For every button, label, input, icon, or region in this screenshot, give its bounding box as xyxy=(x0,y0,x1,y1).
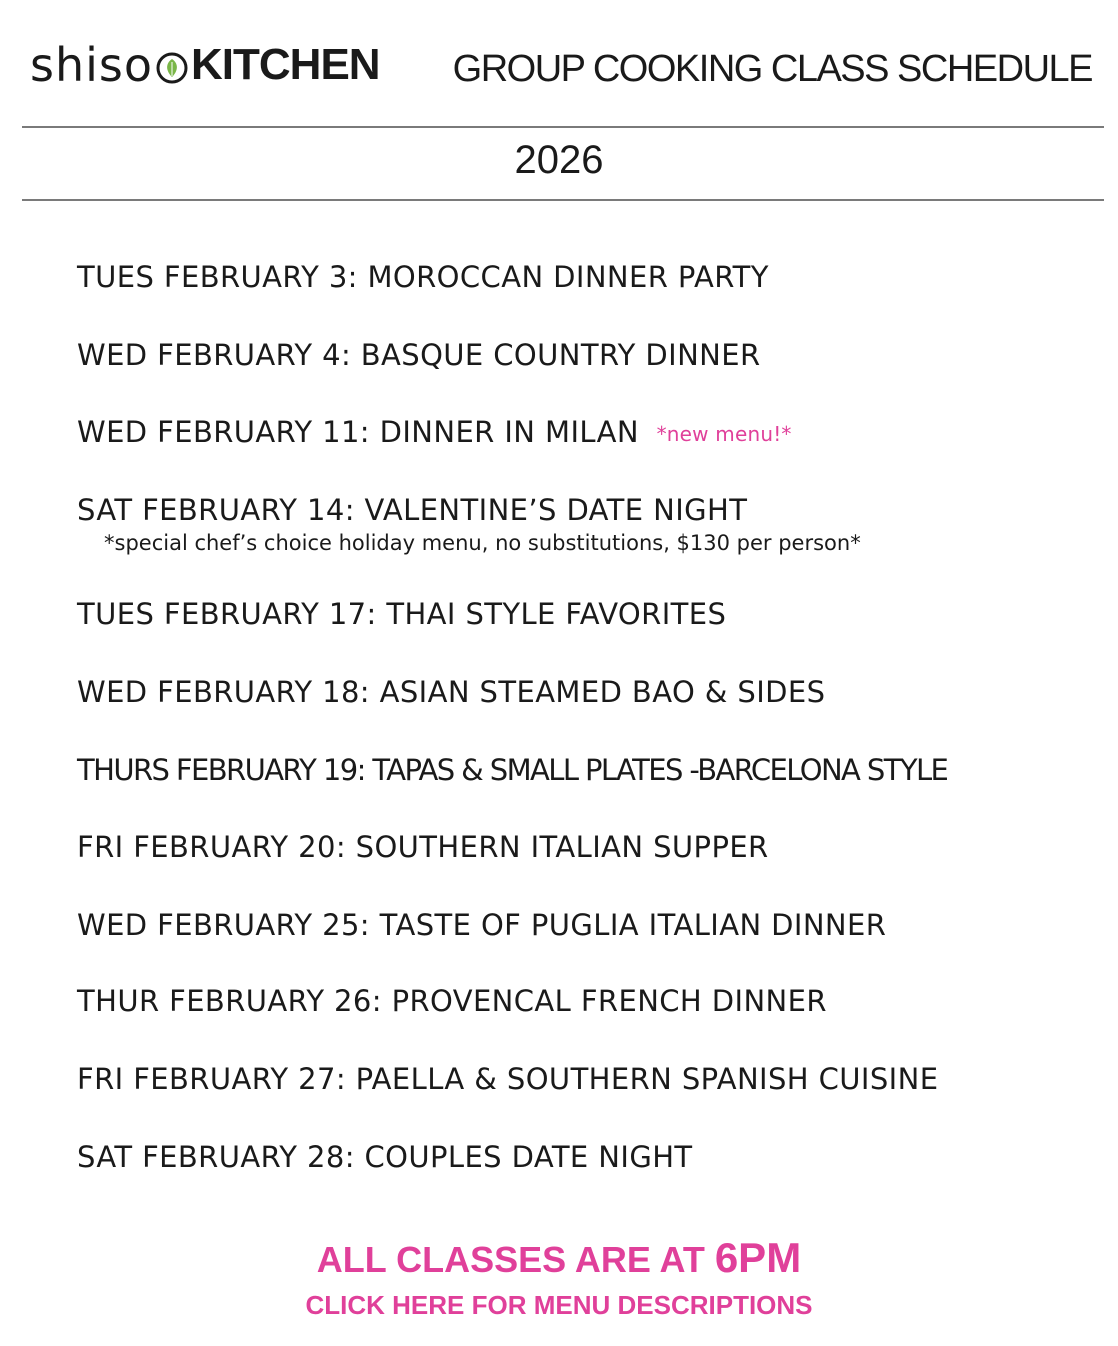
class-date: WED FEBRUARY 4: xyxy=(77,338,352,372)
menu-descriptions-link[interactable]: CLICK HERE FOR MENU DESCRIPTIONS xyxy=(305,1290,813,1320)
class-item xyxy=(77,597,726,631)
class-item xyxy=(77,493,861,555)
class-title: DINNER IN MILAN xyxy=(379,415,639,449)
class-date: SAT FEBRUARY 28: xyxy=(77,1140,355,1174)
class-item xyxy=(77,675,825,709)
class-title: PAELLA & SOUTHERN SPANISH CUISINE xyxy=(355,1062,939,1096)
shiso-kitchen-logo[interactable] xyxy=(30,30,380,100)
class-date: TUES FEBRUARY 3: xyxy=(77,260,358,294)
class-title: COUPLES DATE NIGHT xyxy=(364,1140,693,1174)
page-header xyxy=(0,0,1118,120)
class-item xyxy=(77,260,769,294)
class-date: WED FEBRUARY 25: xyxy=(77,908,370,942)
class-item xyxy=(77,415,792,449)
class-item xyxy=(77,1140,693,1174)
bottom-divider xyxy=(22,199,1104,201)
class-item xyxy=(77,338,761,372)
class-title: ASIAN STEAMED BAO & SIDES xyxy=(379,675,826,709)
class-item xyxy=(77,1062,938,1096)
top-divider xyxy=(22,126,1104,128)
class-date: SAT FEBRUARY 14: xyxy=(77,493,355,527)
class-date: FRI FEBRUARY 20: xyxy=(77,830,347,864)
class-date: TUES FEBRUARY 17: xyxy=(77,597,377,631)
leaf-icon xyxy=(155,51,189,85)
class-item xyxy=(77,753,947,787)
class-time-notice xyxy=(0,1234,1118,1282)
class-date: FRI FEBRUARY 27: xyxy=(77,1062,347,1096)
class-title: TASTE OF PUGLIA ITALIAN DINNER xyxy=(379,908,887,942)
class-title: BASQUE COUNTRY DINNER xyxy=(360,338,761,372)
class-date: WED FEBRUARY 11: xyxy=(77,415,370,449)
class-time-prefix: ALL CLASSES ARE AT xyxy=(316,1239,715,1280)
class-title: THAI STYLE FAVORITES xyxy=(386,597,727,631)
schedule-year: 2026 xyxy=(514,138,604,182)
class-title: PROVENCAL FRENCH DINNER xyxy=(391,984,827,1018)
class-date: THUR FEBRUARY 26: xyxy=(77,984,382,1018)
page-title: GROUP COOKING CLASS SCHEDULE xyxy=(452,48,1092,90)
logo-kitchen-text: KITCHEN xyxy=(191,40,380,89)
class-item xyxy=(77,984,827,1018)
class-date: THURS FEBRUARY 19: xyxy=(77,753,365,787)
class-item xyxy=(77,830,769,864)
class-note: *special chef’s choice holiday menu, no substitutions, $130 per person* xyxy=(104,531,861,555)
class-title: MOROCCAN DINNER PARTY xyxy=(367,260,769,294)
new-menu-badge: *new menu!* xyxy=(656,422,792,446)
class-date: WED FEBRUARY 18: xyxy=(77,675,370,709)
class-title: TAPAS & SMALL PLATES -BARCELONA STYLE xyxy=(372,753,948,787)
class-title: VALENTINE’S DATE NIGHT xyxy=(364,493,748,527)
class-item xyxy=(77,908,886,942)
class-title: SOUTHERN ITALIAN SUPPER xyxy=(355,830,769,864)
class-time-value: 6PM xyxy=(714,1234,802,1281)
logo-shiso-text: shiso xyxy=(30,38,154,92)
